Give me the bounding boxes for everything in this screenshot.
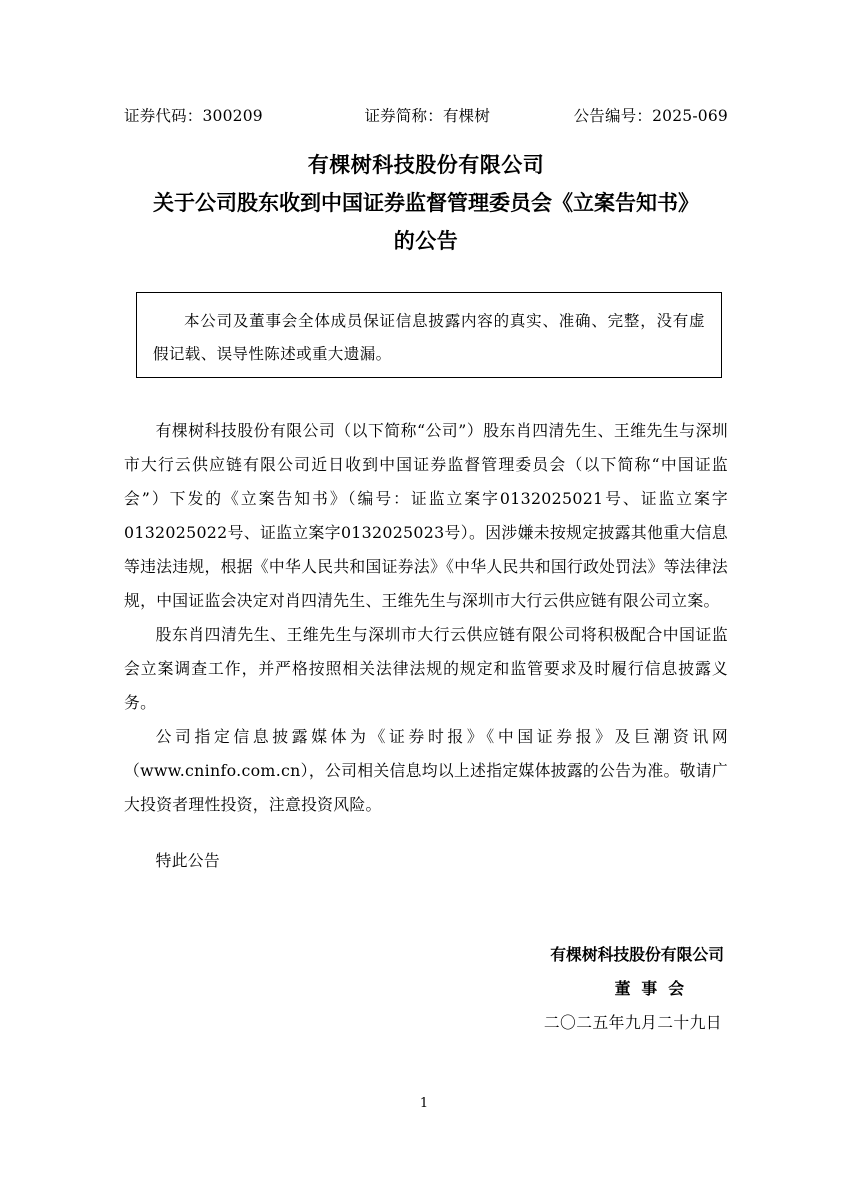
title-suffix-line: 的公告 xyxy=(393,228,459,253)
disclaimer-box xyxy=(136,292,722,378)
page-title xyxy=(124,146,728,260)
body-paragraph-2: 股东肖四清先生、王维先生与深圳市大行云供应链有限公司将积极配合中国证监会立案调查工作，并严格按照相关法律法规的规定和监管要求及时履行信息披露义务。 xyxy=(124,625,728,712)
signature-company: 有棵树科技股份有限公司 xyxy=(550,945,724,964)
announcement-number: 公告编号：2025-069 xyxy=(573,107,728,125)
security-short-name: 证券简称：有棵树 xyxy=(364,107,491,125)
title-company-name: 有棵树科技股份有限公司 xyxy=(307,152,545,177)
body-paragraph-3: 公司指定信息披露媒体为《证券时报》《中国证券报》及巨潮资讯网（www.cninfo.com.cn），公司相关信息均以上述指定媒体披露的公告为准。敬请广大投资者理性投资，注意投资风险。 xyxy=(124,727,728,814)
document-body xyxy=(124,414,728,878)
security-code: 证券代码：300209 xyxy=(124,107,263,125)
disclaimer-text: 本公司及董事会全体成员保证信息披露内容的真实、准确、完整，没有虚假记载、误导性陈述或重大遗漏。 xyxy=(153,312,705,363)
page-number: 1 xyxy=(419,1096,429,1111)
document-header xyxy=(124,104,728,126)
signature-board: 董事会 xyxy=(614,979,695,998)
page-footer xyxy=(0,1096,848,1111)
closing-notice: 特此公告 xyxy=(155,851,220,870)
body-paragraph-1: 有棵树科技股份有限公司（以下简称“公司”）股东肖四清先生、王维先生与深圳市大行云供应链有限公司近日收到中国证券监督管理委员会（以下简称“中国证监会”）下发的《立案告知书》（编号：证监立案字0132025021号、证监立案字0132025022号、证监立案字0132025023号）。因涉嫌未按规定披露其他重大信息等违法违规，根据《中华人民共和国证券法》《中华人民共和国行政处罚法》等法律法规，中国证监会决定对肖四清先生、王维先生与深圳市大行云供应链有限公司立案。 xyxy=(124,421,728,610)
signature-date: 二〇二五年九月二十九日 xyxy=(543,1013,722,1032)
title-subject-line: 关于公司股东收到中国证券监督管理委员会《立案告知书》 xyxy=(153,190,699,215)
signature-block xyxy=(124,938,728,1040)
